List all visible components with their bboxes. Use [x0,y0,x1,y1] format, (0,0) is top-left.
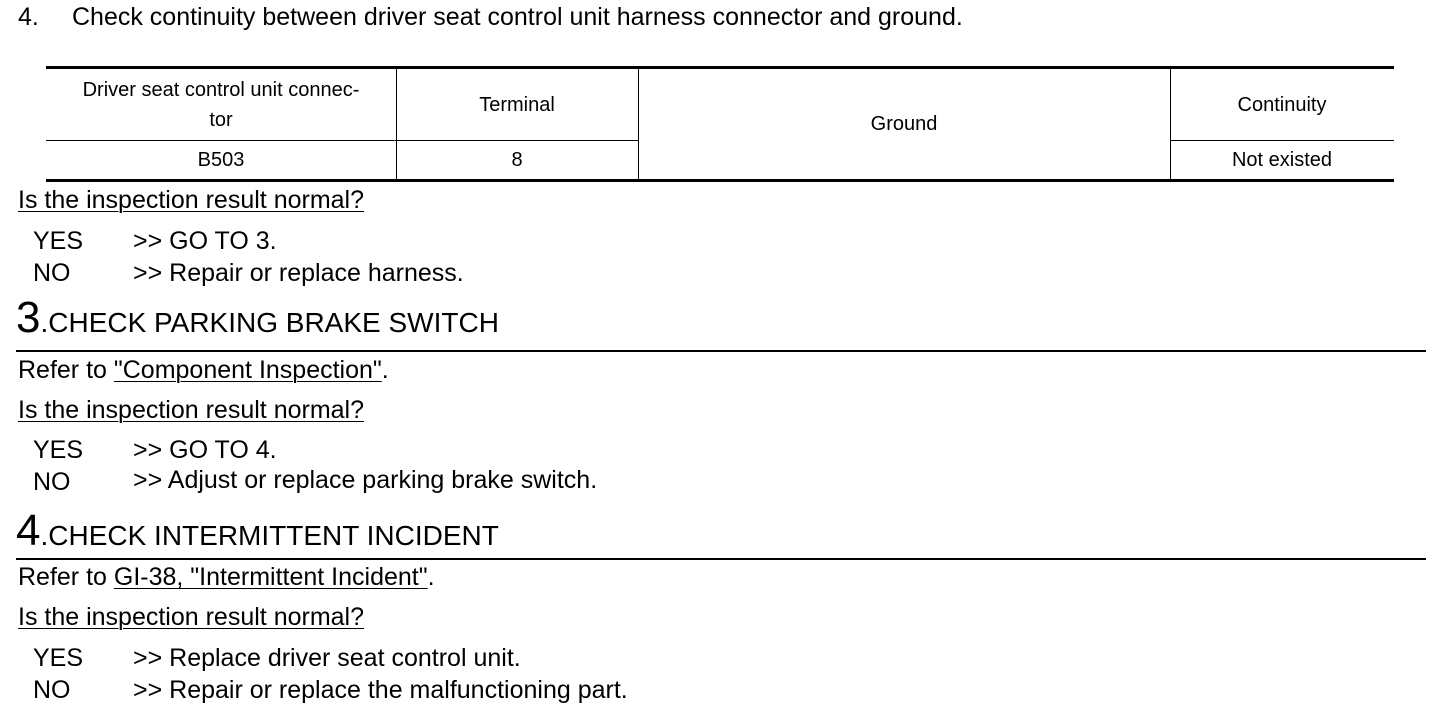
section-rule [16,558,1426,560]
continuity-table [46,66,1394,182]
yes-label: YES [33,644,84,672]
section-number: 4 [16,506,41,555]
step-text: Check continuity between driver seat control unit harness connector and ground. [72,3,963,31]
no-action: >> Repair or replace harness. [133,259,464,287]
section-heading-3 [16,293,499,342]
reference-suffix: . [427,563,435,591]
cell-terminal: 8 [511,149,523,171]
inspection-question: Is the inspection result normal? [18,396,365,424]
yes-action: >> GO TO 3. [133,227,277,255]
cell-continuity: Not existed [1231,149,1333,171]
reference-line [18,356,389,385]
reference-prefix: Refer to [18,356,114,384]
inspection-question: Is the inspection result normal? [18,603,365,631]
header-terminal: Terminal [479,93,555,116]
reference-prefix: Refer to [18,563,114,591]
component-inspection-link[interactable]: "Component Inspection" [113,356,382,384]
yes-label: YES [33,436,84,464]
section-number: 3 [16,293,41,342]
header-ground: Ground [870,113,938,135]
no-label: NO [33,468,71,496]
yes-label: YES [33,227,84,255]
cell-connector: B503 [197,149,245,171]
step-number: 4. [18,3,39,31]
section-rule [16,350,1426,352]
no-action: >> Repair or replace the malfunctioning part. [133,676,628,704]
no-action: >> Adjust or replace parking brake switch. [133,466,598,494]
section-title: .CHECK PARKING BRAKE SWITCH [40,307,499,338]
header-connector [46,69,396,140]
step-instruction [18,3,963,32]
section-title: .CHECK INTERMITTENT INCIDENT [40,520,499,551]
yes-action: >> Replace driver seat control unit. [133,644,521,672]
no-label: NO [33,259,71,287]
yes-action: >> GO TO 4. [133,436,277,464]
section-heading-4 [16,506,499,555]
header-connector-line2: tor [209,108,233,131]
header-connector-line1: Driver seat control unit connec- [82,78,360,101]
intermittent-incident-link[interactable]: GI-38, "Intermittent Incident" [113,563,428,591]
inspection-question: Is the inspection result normal? [18,186,365,214]
reference-suffix: . [381,356,389,384]
header-continuity: Continuity [1237,93,1327,116]
no-label: NO [33,676,71,704]
reference-line [18,563,435,592]
